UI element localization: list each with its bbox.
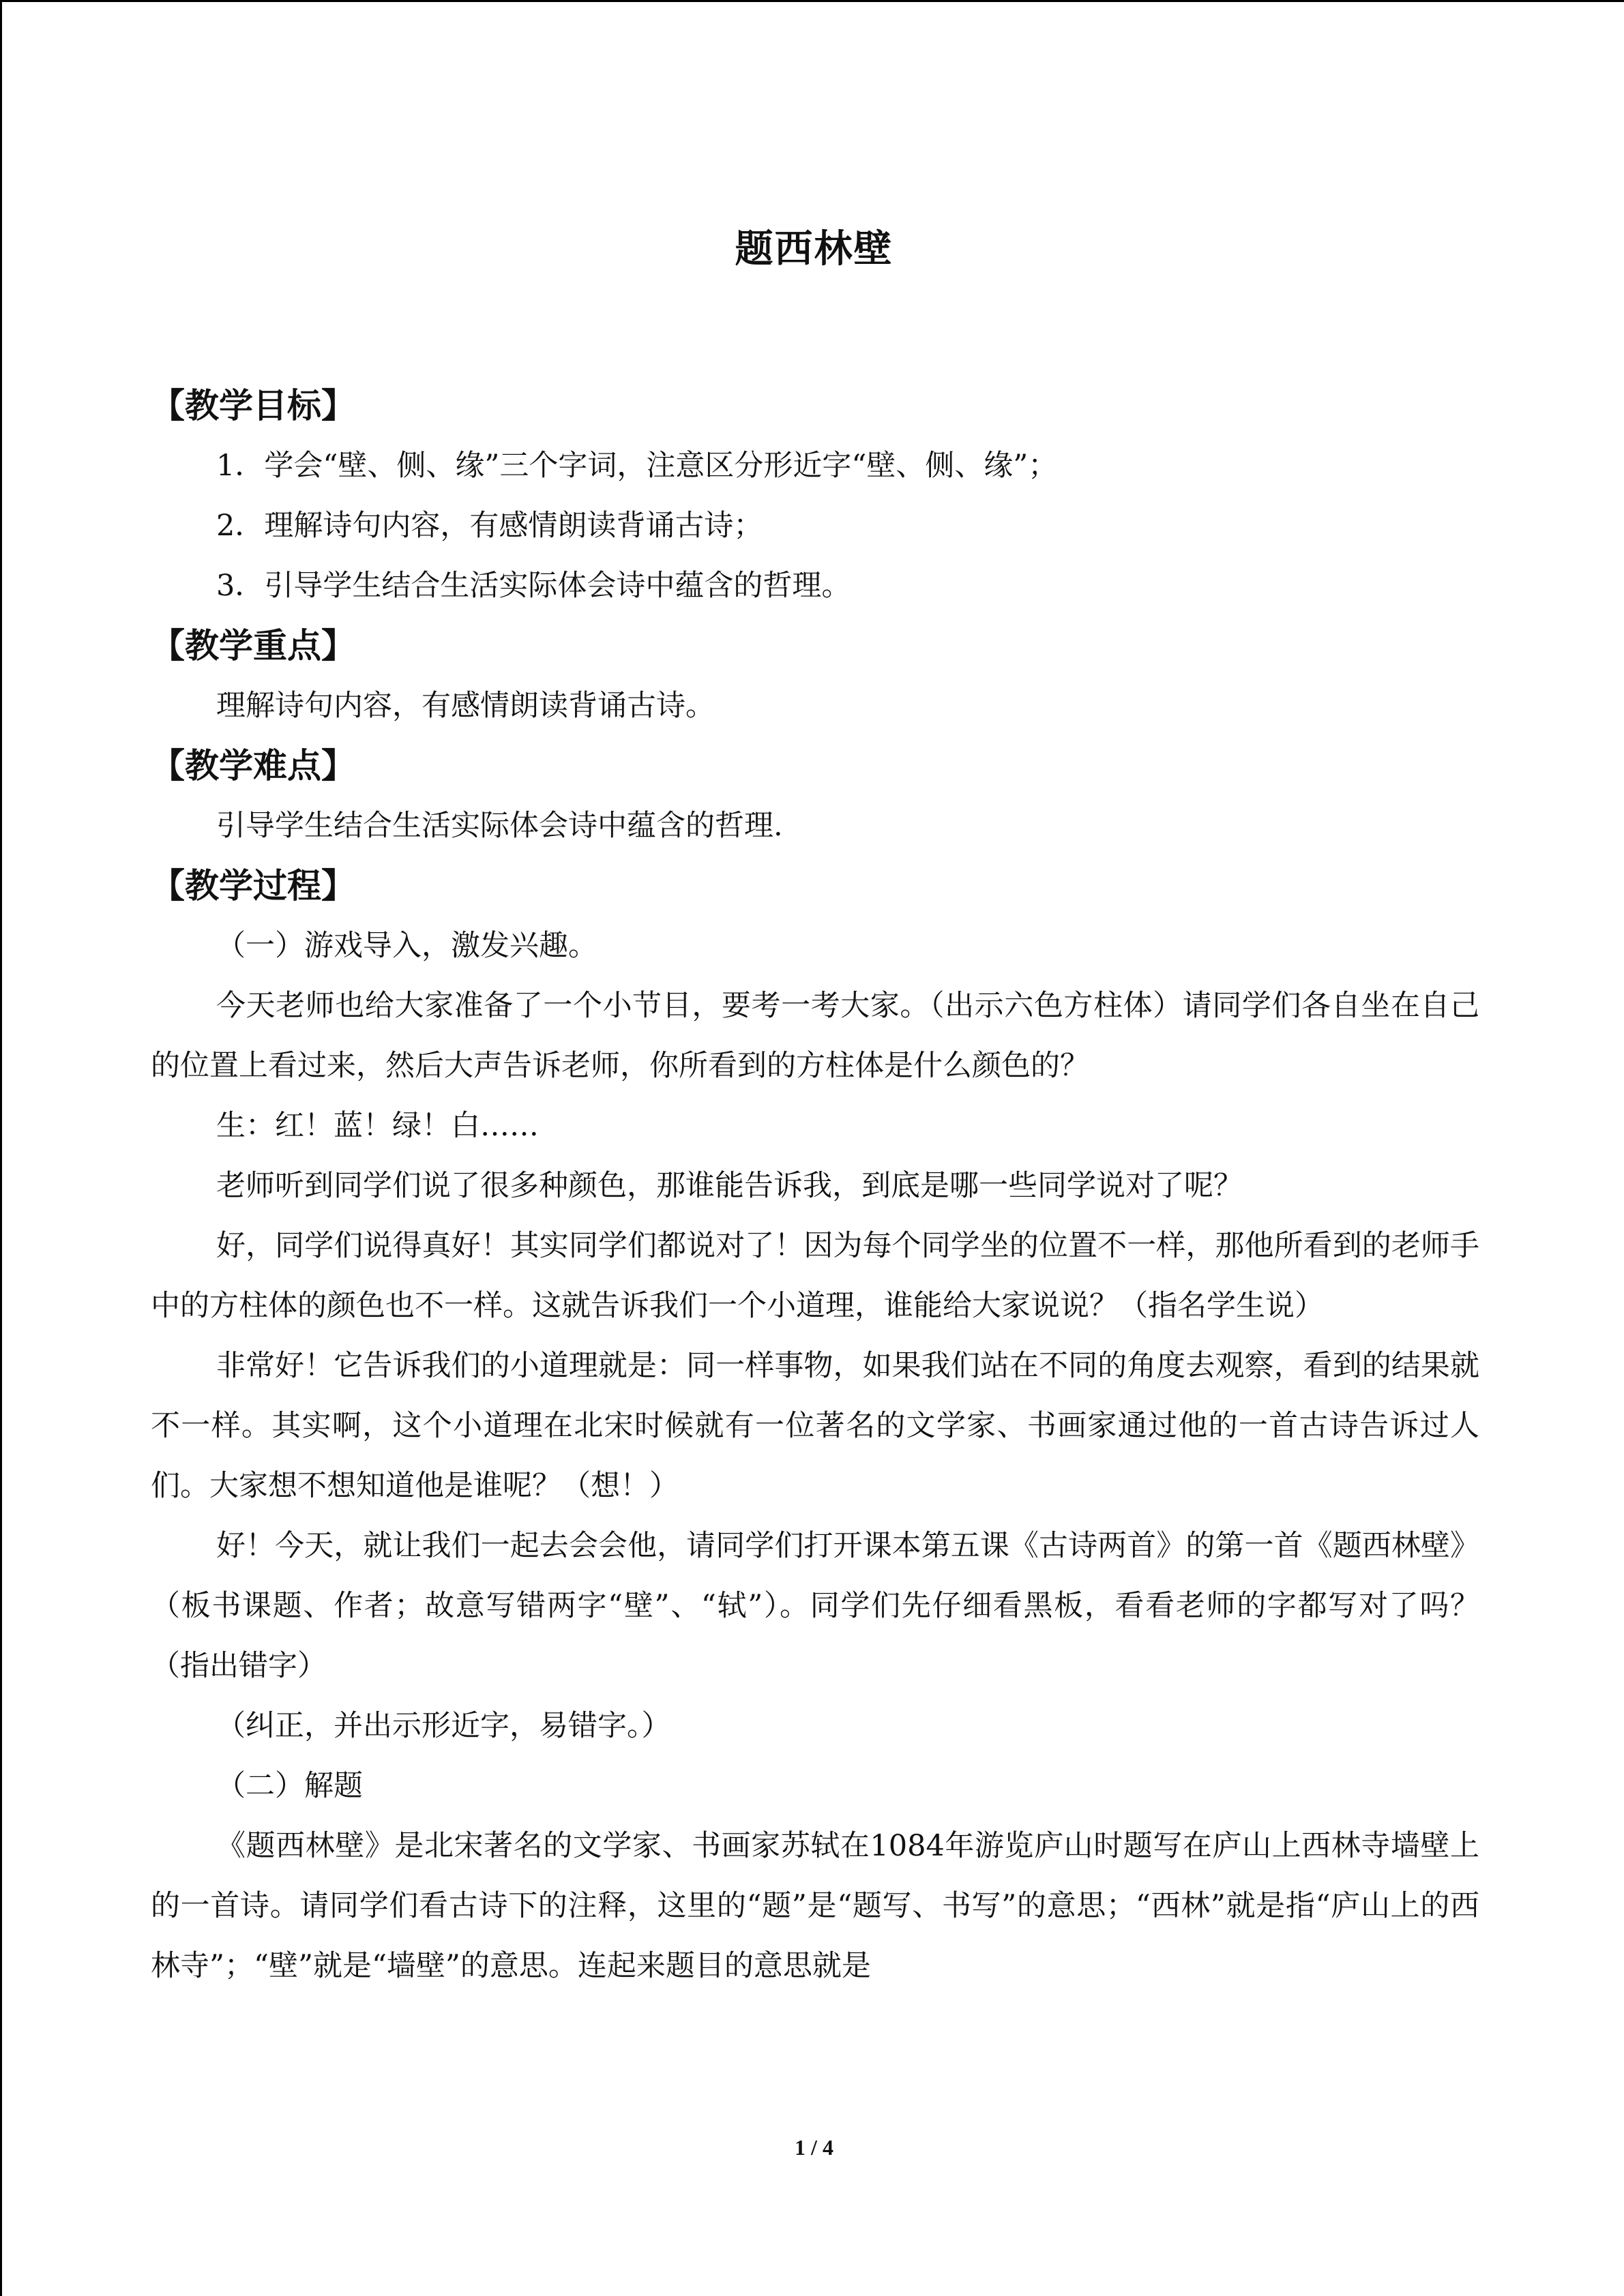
process-paragraph: 今天老师也给大家准备了一个小节目，要考一考大家。（出示六色方柱体）请同学们各自坐在自己的位置上看过来，然后大声告诉老师，你所看到的方柱体是什么颜色的？ xyxy=(151,989,1479,1083)
focus-text: 理解诗句内容，有感情朗读背诵古诗。 xyxy=(216,689,715,723)
process-paragraph: 《题西林壁》是北宋著名的文学家、书画家苏轼在1084年游览庐山时题写在庐山上西林寺墙壁上的一首诗。请同学们看古诗下的注释，这里的“题”是“题写、书写”的意思；“西林”就是指“庐山上的西林寺”；“壁”就是“墙壁”的意思。连起来题目的意思就是 xyxy=(151,1829,1479,1983)
process-paragraph: 好，同学们说得真好！其实同学们都说对了！因为每个同学坐的位置不一样，那他所看到的老师手中的方柱体的颜色也不一样。这就告诉我们一个小道理，谁能给大家说说？（指名学生说） xyxy=(151,1229,1479,1323)
process-paragraph: 好！今天，就让我们一起去会会他，请同学们打开课本第五课《古诗两首》的第一首《题西林壁》（板书课题、作者；故意写错两字“壁”、“轼”）。同学们先仔细看黑板，看看老师的字都写对了吗？（指出错字） xyxy=(151,1529,1479,1683)
process-paragraph: （纠正，并出示形近字，易错字。） xyxy=(216,1709,671,1743)
difficulty-text: 引导学生结合生活实际体会诗中蕴含的哲理. xyxy=(216,809,783,843)
page-title: 题西林壁 xyxy=(735,227,894,271)
process-paragraph: （二）解题 xyxy=(216,1769,363,1803)
page-number: 1 / 4 xyxy=(795,2135,833,2160)
process-paragraph: 老师听到同学们说了很多种颜色，那谁能告诉我，到底是哪一些同学说对了呢？ xyxy=(216,1169,1243,1203)
process-paragraph: （一）游戏导入，激发兴趣。 xyxy=(216,929,597,963)
goal-item-2: 2．理解诗句内容，有感情朗读背诵古诗； xyxy=(216,509,763,543)
goal-item-3: 3．引导学生结合生活实际体会诗中蕴含的哲理。 xyxy=(216,569,851,603)
section-heading-process: 【教学过程】 xyxy=(151,866,355,906)
goal-item-1: 1．学会“壁、侧、缘”三个字词，注意区分形近字“壁、侧、缘”； xyxy=(216,449,1058,483)
process-paragraph: 非常好！它告诉我们的小道理就是：同一样事物，如果我们站在不同的角度去观察，看到的结果就不一样。其实啊，这个小道理在北宋时候就有一位著名的文学家、书画家通过他的一首古诗告诉过人们。大家想不想知道他是谁呢？（想！） xyxy=(151,1349,1479,1503)
document-body xyxy=(151,376,1479,1996)
section-heading-focus: 【教学重点】 xyxy=(151,626,355,666)
section-heading-difficulty: 【教学难点】 xyxy=(151,746,355,786)
section-heading-goals: 【教学目标】 xyxy=(151,386,355,426)
process-paragraph: 生：红！蓝！绿！白…… xyxy=(216,1109,539,1143)
